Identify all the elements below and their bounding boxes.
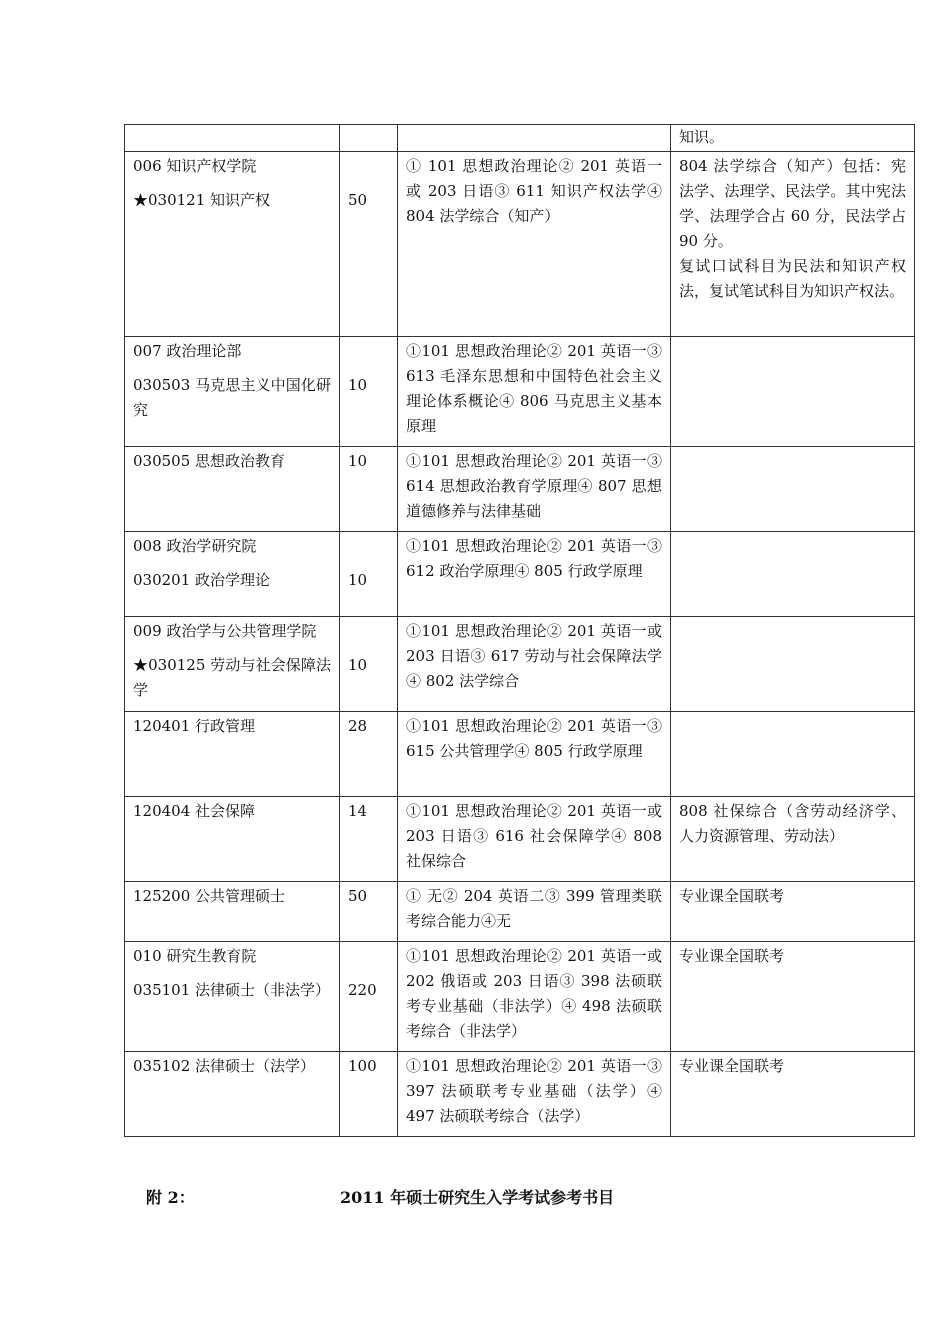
subjects-text: ① 101 思想政治理论② 201 英语一或 203 日语③ 611 知识产权法学④ 804 法学综合（知产） xyxy=(406,157,662,225)
quota-value: 10 xyxy=(348,452,368,470)
major-name: 030201 政治学理论 xyxy=(133,571,271,589)
table-row xyxy=(125,882,915,942)
quota-value: 50 xyxy=(348,887,368,905)
quota-cell xyxy=(340,532,398,617)
quota-value: 10 xyxy=(348,376,368,394)
quota-cell xyxy=(340,797,398,882)
quota-value: 10 xyxy=(348,656,368,674)
major-name: 030503 马克思主义中国化研究 xyxy=(133,376,331,419)
table-row xyxy=(125,337,915,447)
major-cell xyxy=(125,532,340,617)
major-cell xyxy=(125,337,340,447)
quota-value: 10 xyxy=(348,571,368,589)
note-cell xyxy=(671,617,915,712)
note-text: 专业课全国联考 xyxy=(679,1057,785,1075)
subjects-text: ①101 思想政治理论② 201 英语一或 203 日语③ 616 社会保障学④ 808 社保综合 xyxy=(406,802,662,870)
note-cell xyxy=(671,125,915,152)
note-cell xyxy=(671,152,915,337)
note-text-retest: 复试口试科目为民法和知识产权法，复试笔试科目为知识产权法。 xyxy=(679,257,906,300)
subjects-cell xyxy=(398,712,671,797)
admissions-table xyxy=(124,124,915,1137)
major-cell xyxy=(125,942,340,1052)
subjects-text: ①101 思想政治理论② 201 英语一③ 612 政治学原理④ 805 行政学原理 xyxy=(406,537,662,580)
subjects-text: ①101 思想政治理论② 201 英语一或 203 日语③ 617 劳动与社会保障法学④ 802 法学综合 xyxy=(406,622,662,690)
note-cell xyxy=(671,942,915,1052)
subjects-text: ①101 思想政治理论② 201 英语一③ 614 思想政治教育学原理④ 807 思想道德修养与法律基础 xyxy=(406,452,662,520)
major-name: 120401 行政管理 xyxy=(133,717,256,735)
quota-value: 100 xyxy=(348,1057,377,1075)
note-cell xyxy=(671,797,915,882)
quota-cell xyxy=(340,447,398,532)
table-row xyxy=(125,797,915,882)
subjects-cell xyxy=(398,447,671,532)
subjects-cell xyxy=(398,617,671,712)
major-cell xyxy=(125,447,340,532)
note-text: 808 社保综合（含劳动经济学、人力资源管理、劳动法） xyxy=(679,802,906,845)
major-name: 125200 公共管理硕士 xyxy=(133,887,286,905)
subjects-text: ①101 思想政治理论② 201 英语一③ 397 法硕联考专业基础（法学）④ 497 法硕联考综合（法学） xyxy=(406,1057,662,1125)
subjects-cell xyxy=(398,797,671,882)
note-cell xyxy=(671,1052,915,1137)
note-text: 知识。 xyxy=(679,128,725,146)
quota-value: 28 xyxy=(348,717,368,735)
subjects-cell xyxy=(398,152,671,337)
major-cell xyxy=(125,797,340,882)
table-row xyxy=(125,125,915,152)
quota-value: 50 xyxy=(348,191,368,209)
dept-name: 009 政治学与公共管理学院 xyxy=(133,622,317,640)
quota-value: 220 xyxy=(348,981,377,999)
quota-cell xyxy=(340,617,398,712)
table-row xyxy=(125,152,915,337)
major-name: 120404 社会保障 xyxy=(133,802,256,820)
subjects-text: ①101 思想政治理论② 201 英语一③ 613 毛泽东思想和中国特色社会主义理论体系概论④ 806 马克思主义基本原理 xyxy=(406,342,662,435)
note-cell xyxy=(671,712,915,797)
subjects-text: ① 无② 204 英语二③ 399 管理类联考综合能力④无 xyxy=(406,887,662,930)
table-row xyxy=(125,447,915,532)
major-name: 035101 法律硕士（非法学） xyxy=(133,981,331,999)
major-name: 035102 法律硕士（法学） xyxy=(133,1057,316,1075)
note-text: 专业课全国联考 xyxy=(679,947,785,965)
subjects-text: ①101 思想政治理论② 201 英语一或 202 俄语或 203 日语③ 398 法硕联考专业基础（非法学）④ 498 法硕联考综合（非法学） xyxy=(406,947,662,1040)
subjects-cell xyxy=(398,337,671,447)
note-text: 804 法学综合（知产）包括：宪法学、法理学、民法学。其中宪法学、法理学合占 60 分，民法学占 90 分。 xyxy=(679,157,906,250)
table-row xyxy=(125,942,915,1052)
dept-name: 006 知识产权学院 xyxy=(133,157,257,175)
subjects-cell xyxy=(398,125,671,152)
quota-cell xyxy=(340,882,398,942)
table-row xyxy=(125,712,915,797)
major-cell xyxy=(125,617,340,712)
quota-cell xyxy=(340,942,398,1052)
quota-cell xyxy=(340,712,398,797)
major-cell xyxy=(125,125,340,152)
major-name: ★030121 知识产权 xyxy=(133,191,271,209)
quota-value: 14 xyxy=(348,802,368,820)
major-name: ★030125 劳动与社会保障法学 xyxy=(133,656,331,699)
major-cell xyxy=(125,152,340,337)
subjects-text: ①101 思想政治理论② 201 英语一③ 615 公共管理学④ 805 行政学原理 xyxy=(406,717,662,760)
major-cell xyxy=(125,1052,340,1137)
table-row xyxy=(125,617,915,712)
major-name: 030505 思想政治教育 xyxy=(133,452,286,470)
subjects-cell xyxy=(398,532,671,617)
note-cell xyxy=(671,337,915,447)
major-cell xyxy=(125,712,340,797)
note-text: 专业课全国联考 xyxy=(679,887,785,905)
dept-name: 008 政治学研究院 xyxy=(133,537,257,555)
dept-name: 007 政治理论部 xyxy=(133,342,242,360)
appendix-heading xyxy=(0,1185,950,1215)
appendix-label: 附 2： xyxy=(146,1188,195,1207)
subjects-cell xyxy=(398,942,671,1052)
note-cell xyxy=(671,882,915,942)
quota-cell xyxy=(340,1052,398,1137)
appendix-title: 2011 年硕士研究生入学考试参考书目 xyxy=(340,1188,615,1207)
dept-name: 010 研究生教育院 xyxy=(133,947,257,965)
note-cell xyxy=(671,532,915,617)
note-cell xyxy=(671,447,915,532)
table-row xyxy=(125,1052,915,1137)
major-cell xyxy=(125,882,340,942)
quota-cell xyxy=(340,152,398,337)
quota-cell xyxy=(340,125,398,152)
subjects-cell xyxy=(398,1052,671,1137)
subjects-cell xyxy=(398,882,671,942)
table-row xyxy=(125,532,915,617)
quota-cell xyxy=(340,337,398,447)
